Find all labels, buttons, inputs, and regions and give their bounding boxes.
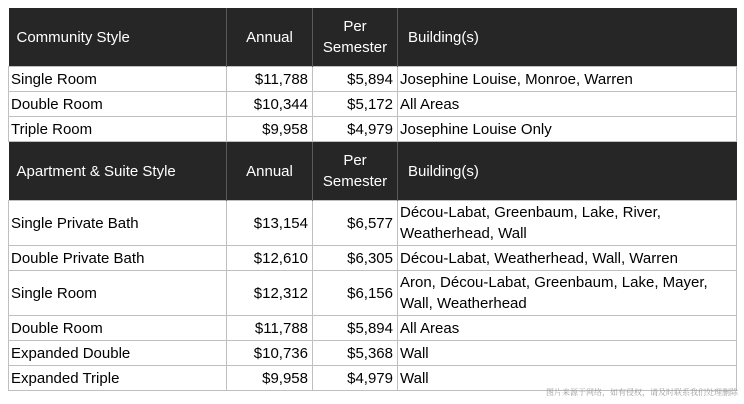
semester-rate: $5,894 bbox=[313, 316, 398, 341]
buildings: Josephine Louise, Monroe, Warren bbox=[398, 67, 737, 92]
section-header-apartment bbox=[9, 142, 737, 201]
room-type: Single Room bbox=[9, 67, 227, 92]
room-type: Single Room bbox=[9, 271, 227, 316]
table-row bbox=[9, 67, 737, 92]
header-per-line1: Per bbox=[343, 18, 367, 35]
annual-rate: $9,958 bbox=[227, 366, 313, 391]
header-annual: Annual bbox=[227, 142, 313, 201]
buildings: Wall bbox=[398, 366, 737, 391]
header-annual: Annual bbox=[227, 8, 313, 67]
room-type: Double Room bbox=[9, 92, 227, 117]
header-per-line1: Per bbox=[343, 152, 367, 169]
table-row bbox=[9, 117, 737, 142]
buildings: Décou-Labat, Greenbaum, Lake, River, Weatherhead, Wall bbox=[398, 201, 737, 246]
buildings: Josephine Louise Only bbox=[398, 117, 737, 142]
annual-rate: $12,610 bbox=[227, 246, 313, 271]
table-row bbox=[9, 341, 737, 366]
semester-rate: $5,894 bbox=[313, 67, 398, 92]
room-type: Expanded Triple bbox=[9, 366, 227, 391]
header-per-line2: Semester bbox=[322, 173, 388, 190]
semester-rate: $4,979 bbox=[313, 117, 398, 142]
annual-rate: $13,154 bbox=[227, 201, 313, 246]
buildings: Décou-Labat, Weatherhead, Wall, Warren bbox=[398, 246, 737, 271]
annual-rate: $11,788 bbox=[227, 67, 313, 92]
annual-rate: $11,788 bbox=[227, 316, 313, 341]
annual-rate: $9,958 bbox=[227, 117, 313, 142]
buildings: All Areas bbox=[398, 316, 737, 341]
housing-rates-table bbox=[8, 8, 737, 391]
semester-rate: $6,156 bbox=[313, 271, 398, 316]
room-type: Double Private Bath bbox=[9, 246, 227, 271]
header-buildings: Building(s) bbox=[398, 8, 737, 67]
semester-rate: $6,577 bbox=[313, 201, 398, 246]
room-type: Triple Room bbox=[9, 117, 227, 142]
annual-rate: $10,736 bbox=[227, 341, 313, 366]
semester-rate: $6,305 bbox=[313, 246, 398, 271]
table-row bbox=[9, 316, 737, 341]
section-header-community bbox=[9, 8, 737, 67]
buildings: Aron, Décou-Labat, Greenbaum, Lake, Mayer, Wall, Weatherhead bbox=[398, 271, 737, 316]
semester-rate: $4,979 bbox=[313, 366, 398, 391]
annual-rate: $10,344 bbox=[227, 92, 313, 117]
table-row bbox=[9, 246, 737, 271]
semester-rate: $5,368 bbox=[313, 341, 398, 366]
table-row bbox=[9, 201, 737, 246]
header-per-semester bbox=[313, 8, 398, 67]
room-type: Double Room bbox=[9, 316, 227, 341]
header-per-line2: Semester bbox=[322, 39, 388, 56]
header-per-semester bbox=[313, 142, 398, 201]
table-row bbox=[9, 271, 737, 316]
header-buildings: Building(s) bbox=[398, 142, 737, 201]
buildings: Wall bbox=[398, 341, 737, 366]
room-type: Expanded Double bbox=[9, 341, 227, 366]
semester-rate: $5,172 bbox=[313, 92, 398, 117]
room-type: Single Private Bath bbox=[9, 201, 227, 246]
header-style: Community Style bbox=[9, 8, 227, 67]
header-style: Apartment & Suite Style bbox=[9, 142, 227, 201]
watermark-text: 图片来源于网络，如有侵权，请及时联系我们处理删除 bbox=[546, 388, 738, 397]
annual-rate: $12,312 bbox=[227, 271, 313, 316]
buildings: All Areas bbox=[398, 92, 737, 117]
table-row bbox=[9, 92, 737, 117]
